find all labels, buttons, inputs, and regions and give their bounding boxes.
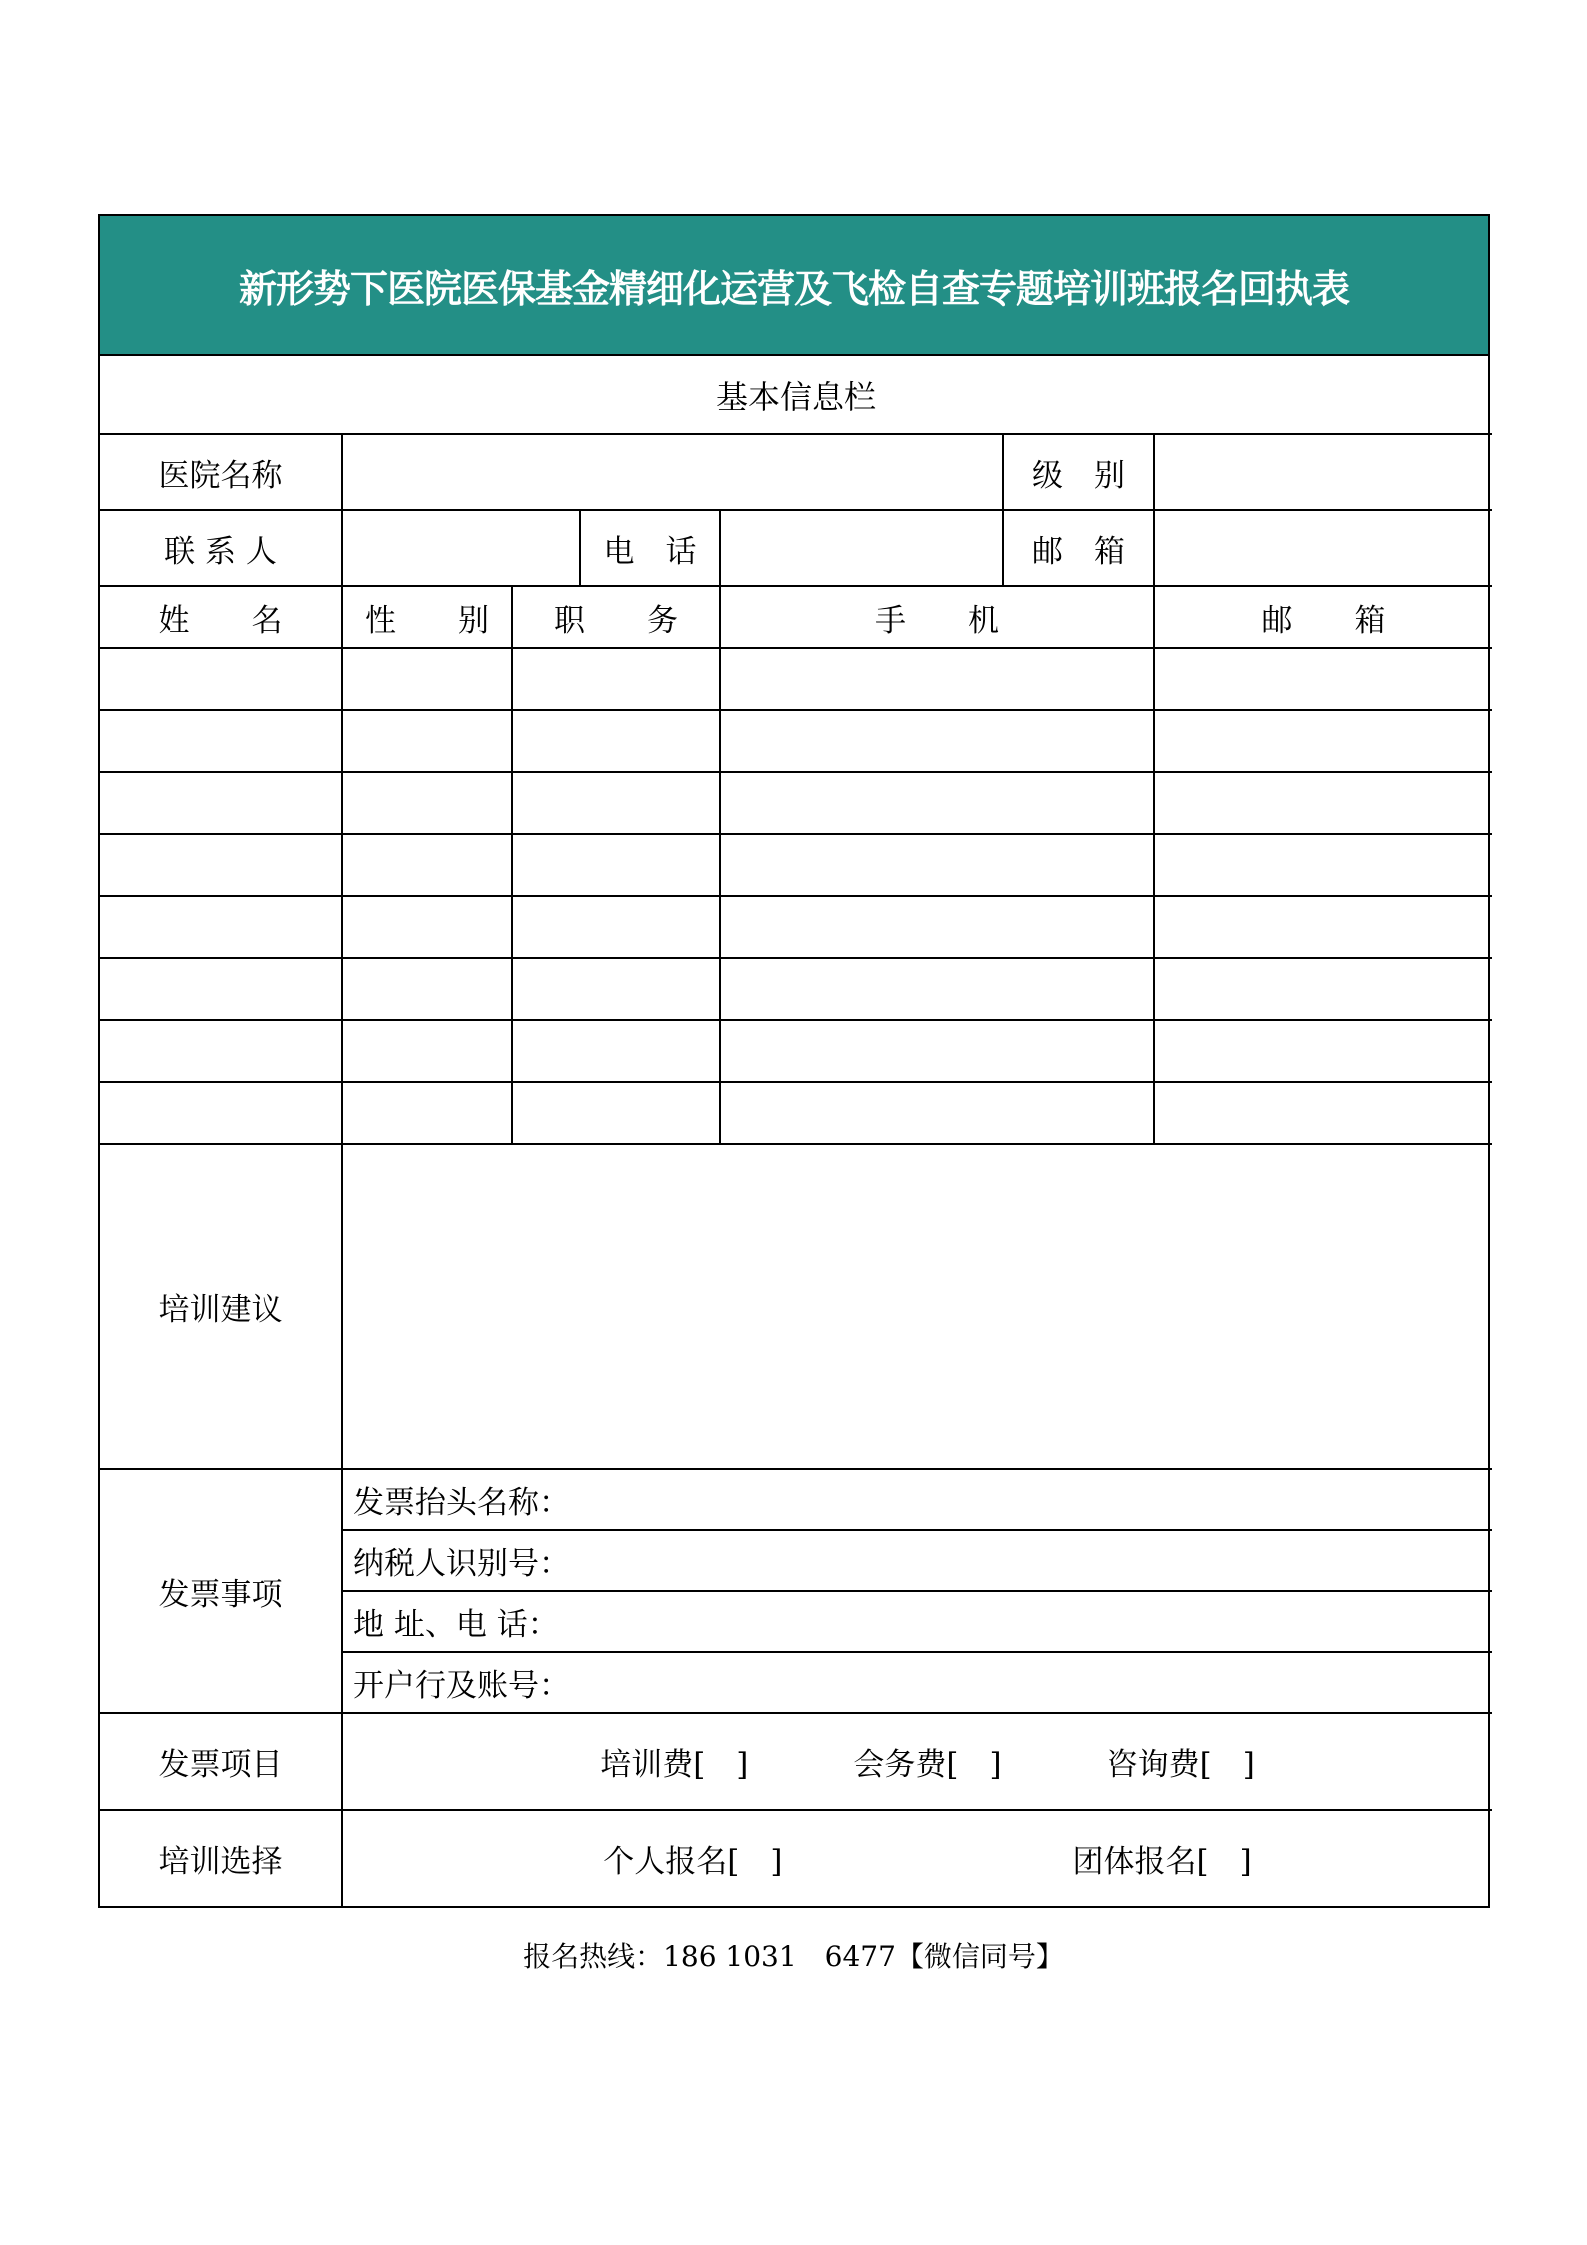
attendee-name-cell[interactable] <box>100 834 342 896</box>
attendee-position-cell[interactable] <box>512 958 720 1020</box>
column-header-name: 姓 名 <box>100 586 342 648</box>
training-suggestion-label: 培训建议 <box>100 1144 342 1469</box>
email-label: 邮 箱 <box>1003 510 1154 586</box>
address-phone-label: 地 址、电 话： <box>353 1607 559 1643</box>
contact-label: 联 系 人 <box>100 510 342 586</box>
attendee-position-cell[interactable] <box>512 834 720 896</box>
attendee-mobile-cell[interactable] <box>720 896 1154 958</box>
invoice-title-field[interactable] <box>342 1469 1492 1530</box>
attendee-email-cell[interactable] <box>1154 710 1492 772</box>
form-title-bar <box>100 216 1488 356</box>
attendee-mobile-cell[interactable] <box>720 1020 1154 1082</box>
attendee-mobile-cell[interactable] <box>720 958 1154 1020</box>
attendee-row <box>100 896 1492 958</box>
attendee-email-cell[interactable] <box>1154 1082 1492 1144</box>
attendee-row <box>100 958 1492 1020</box>
invoice-title-label: 发票抬头名称： <box>353 1485 570 1521</box>
invoice-item-training-fee-checkbox[interactable]: 培训费[ ] <box>600 1747 749 1783</box>
hospital-name-label: 医院名称 <box>100 434 342 510</box>
attendee-mobile-cell[interactable] <box>720 710 1154 772</box>
attendee-row <box>100 834 1492 896</box>
attendee-position-cell[interactable] <box>512 1082 720 1144</box>
registration-hotline: 报名热线：186 1031 6477【微信同号】 <box>523 1940 1064 1973</box>
attendee-gender-cell[interactable] <box>342 834 512 896</box>
attendee-position-cell[interactable] <box>512 896 720 958</box>
attendee-email-cell[interactable] <box>1154 1020 1492 1082</box>
attendee-position-cell[interactable] <box>512 1020 720 1082</box>
column-header-position: 职 务 <box>512 586 720 648</box>
registration-form <box>98 214 1490 1908</box>
attendee-row <box>100 648 1492 710</box>
attendee-email-cell[interactable] <box>1154 772 1492 834</box>
attendee-mobile-cell[interactable] <box>720 772 1154 834</box>
phone-label: 电 话 <box>580 510 720 586</box>
level-field[interactable] <box>1154 434 1492 510</box>
attendee-email-cell[interactable] <box>1154 834 1492 896</box>
training-choice-label: 培训选择 <box>100 1810 342 1906</box>
attendee-email-cell[interactable] <box>1154 958 1492 1020</box>
invoice-info-label: 发票事项 <box>100 1469 342 1713</box>
invoice-item-consulting-fee-checkbox[interactable]: 咨询费[ ] <box>1106 1747 1255 1783</box>
invoice-items-options <box>342 1713 1492 1810</box>
email-field[interactable] <box>1154 510 1492 586</box>
form-title: 新形势下医院医保基金精细化运营及飞检自查专题培训班报名回执表 <box>238 266 1349 311</box>
column-header-email: 邮 箱 <box>1154 586 1492 648</box>
attendee-row <box>100 1082 1492 1144</box>
attendee-gender-cell[interactable] <box>342 1020 512 1082</box>
individual-registration-checkbox[interactable]: 个人报名[ ] <box>603 1844 783 1880</box>
bank-account-label: 开户行及账号： <box>353 1668 570 1704</box>
attendee-name-cell[interactable] <box>100 1020 342 1082</box>
attendee-mobile-cell[interactable] <box>720 648 1154 710</box>
attendee-name-cell[interactable] <box>100 772 342 834</box>
taxpayer-id-field[interactable] <box>342 1530 1492 1591</box>
attendee-gender-cell[interactable] <box>342 710 512 772</box>
taxpayer-id-label: 纳税人识别号： <box>353 1546 570 1582</box>
column-header-gender: 性 别 <box>342 586 512 648</box>
training-suggestion-field[interactable] <box>342 1144 1492 1469</box>
training-choice-options <box>342 1810 1492 1906</box>
attendee-gender-cell[interactable] <box>342 958 512 1020</box>
attendee-mobile-cell[interactable] <box>720 1082 1154 1144</box>
column-header-mobile: 手 机 <box>720 586 1154 648</box>
contact-field[interactable] <box>342 510 580 586</box>
phone-field[interactable] <box>720 510 1003 586</box>
attendee-row <box>100 772 1492 834</box>
attendee-gender-cell[interactable] <box>342 1082 512 1144</box>
section-header: 基本信息栏 <box>100 356 1492 434</box>
bank-account-field[interactable] <box>342 1652 1492 1713</box>
hospital-name-field[interactable] <box>342 434 1003 510</box>
attendee-gender-cell[interactable] <box>342 772 512 834</box>
attendee-email-cell[interactable] <box>1154 896 1492 958</box>
attendee-name-cell[interactable] <box>100 648 342 710</box>
attendee-name-cell[interactable] <box>100 958 342 1020</box>
attendee-gender-cell[interactable] <box>342 648 512 710</box>
attendee-name-cell[interactable] <box>100 710 342 772</box>
address-phone-field[interactable] <box>342 1591 1492 1652</box>
attendee-name-cell[interactable] <box>100 1082 342 1144</box>
attendee-row <box>100 710 1492 772</box>
attendee-mobile-cell[interactable] <box>720 834 1154 896</box>
attendee-gender-cell[interactable] <box>342 896 512 958</box>
attendee-name-cell[interactable] <box>100 896 342 958</box>
level-label: 级 别 <box>1003 434 1154 510</box>
form-table <box>100 356 1492 1906</box>
attendee-position-cell[interactable] <box>512 772 720 834</box>
invoice-item-conference-fee-checkbox[interactable]: 会务费[ ] <box>853 1747 1002 1783</box>
attendee-email-cell[interactable] <box>1154 648 1492 710</box>
attendee-position-cell[interactable] <box>512 648 720 710</box>
invoice-items-label: 发票项目 <box>100 1713 342 1810</box>
attendee-row <box>100 1020 1492 1082</box>
group-registration-checkbox[interactable]: 团体报名[ ] <box>1072 1844 1252 1880</box>
attendee-position-cell[interactable] <box>512 710 720 772</box>
